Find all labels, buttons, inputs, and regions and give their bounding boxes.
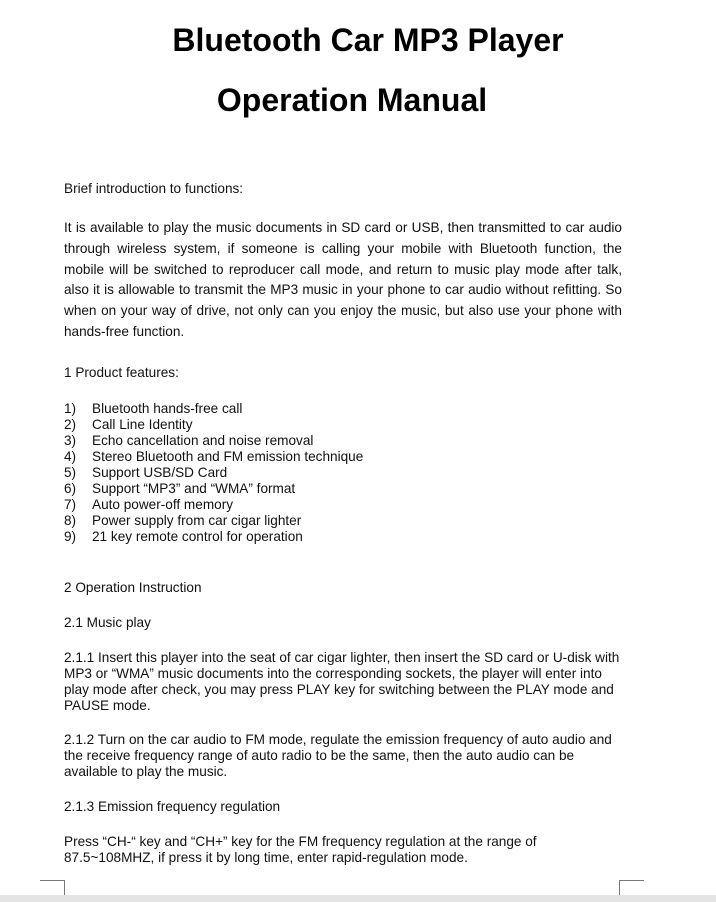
list-item-number: 4) — [64, 449, 77, 464]
paragraph-2-1-1: 2.1.1 Insert this player into the seat of car cigar lighter, then insert the SD card or U-disk with MP3 or “WMA” music documents into the corresponding sockets, the player will enter into play mode after check, you may press PLAY key for switching between the PLAY mode and PAUSE mode. — [64, 650, 620, 713]
list-item-number: 5) — [64, 465, 77, 480]
title-line-2: Operation Manual — [216, 82, 488, 118]
list-item — [64, 497, 363, 513]
list-item — [64, 465, 363, 481]
list-item — [64, 417, 363, 433]
page-corner-mark-right — [619, 880, 644, 896]
list-item-number: 9) — [64, 529, 77, 544]
intro-paragraph: It is available to play the music documents in SD card or USB, then transmitted to car audio through wireless system, if someone is calling your mobile with Bluetooth function, the mobile will be switched to reproducer call mode, and return to music play mode after talk, also it is allowable to transmit the MP3 music in your phone to car audio without refitting. So when on your way of drive, not only can you enjoy the music, but also use your phone with hands-free function. — [64, 220, 622, 339]
page-corner-mark-left — [40, 880, 65, 896]
list-item-text: Support USB/SD Card — [92, 465, 228, 480]
list-item-number: 3) — [64, 433, 77, 448]
heading-2-1-3: 2.1.3 Emission frequency regulation — [64, 799, 281, 814]
list-item-text: Stereo Bluetooth and FM emission technique — [92, 449, 364, 464]
list-item — [64, 481, 363, 497]
list-item-text: Call Line Identity — [92, 417, 193, 432]
list-item-text: Power supply from car cigar lighter — [92, 513, 302, 528]
page-gap — [0, 895, 716, 902]
list-item-text: Echo cancellation and noise removal — [92, 433, 314, 448]
list-item-text: Support “MP3” and “WMA” format — [92, 481, 296, 496]
list-item — [64, 433, 363, 449]
list-item-number: 1) — [64, 401, 77, 416]
operation-heading: 2 Operation Instruction — [64, 580, 202, 595]
features-list — [64, 401, 363, 545]
list-item-text: Auto power-off memory — [92, 497, 234, 512]
list-item-text: 21 key remote control for operation — [92, 529, 303, 544]
intro-heading: Brief introduction to functions: — [64, 181, 244, 196]
list-item-text: Bluetooth hands-free call — [92, 401, 243, 416]
list-item — [64, 513, 363, 529]
features-heading: 1 Product features: — [64, 365, 179, 380]
list-item — [64, 401, 363, 417]
list-item-number: 2) — [64, 417, 77, 432]
list-item — [64, 529, 363, 545]
list-item-number: 6) — [64, 481, 77, 496]
list-item-number: 7) — [64, 497, 77, 512]
title-line-1: Bluetooth Car MP3 Player — [172, 22, 564, 58]
list-item — [64, 449, 363, 465]
paragraph-2-1-3: Press “CH-“ key and “CH+” key for the FM frequency regulation at the range of 87.5~108MHZ, if press it by long time, enter rapid-regulation mode. — [64, 834, 537, 865]
paragraph-2-1-2: 2.1.2 Turn on the car audio to FM mode, regulate the emission frequency of auto audio and the receive frequency range of auto radio to be the same, then the auto audio can be available to play the music. — [64, 732, 612, 779]
music-play-heading: 2.1 Music play — [64, 615, 151, 630]
list-item-number: 8) — [64, 513, 77, 528]
